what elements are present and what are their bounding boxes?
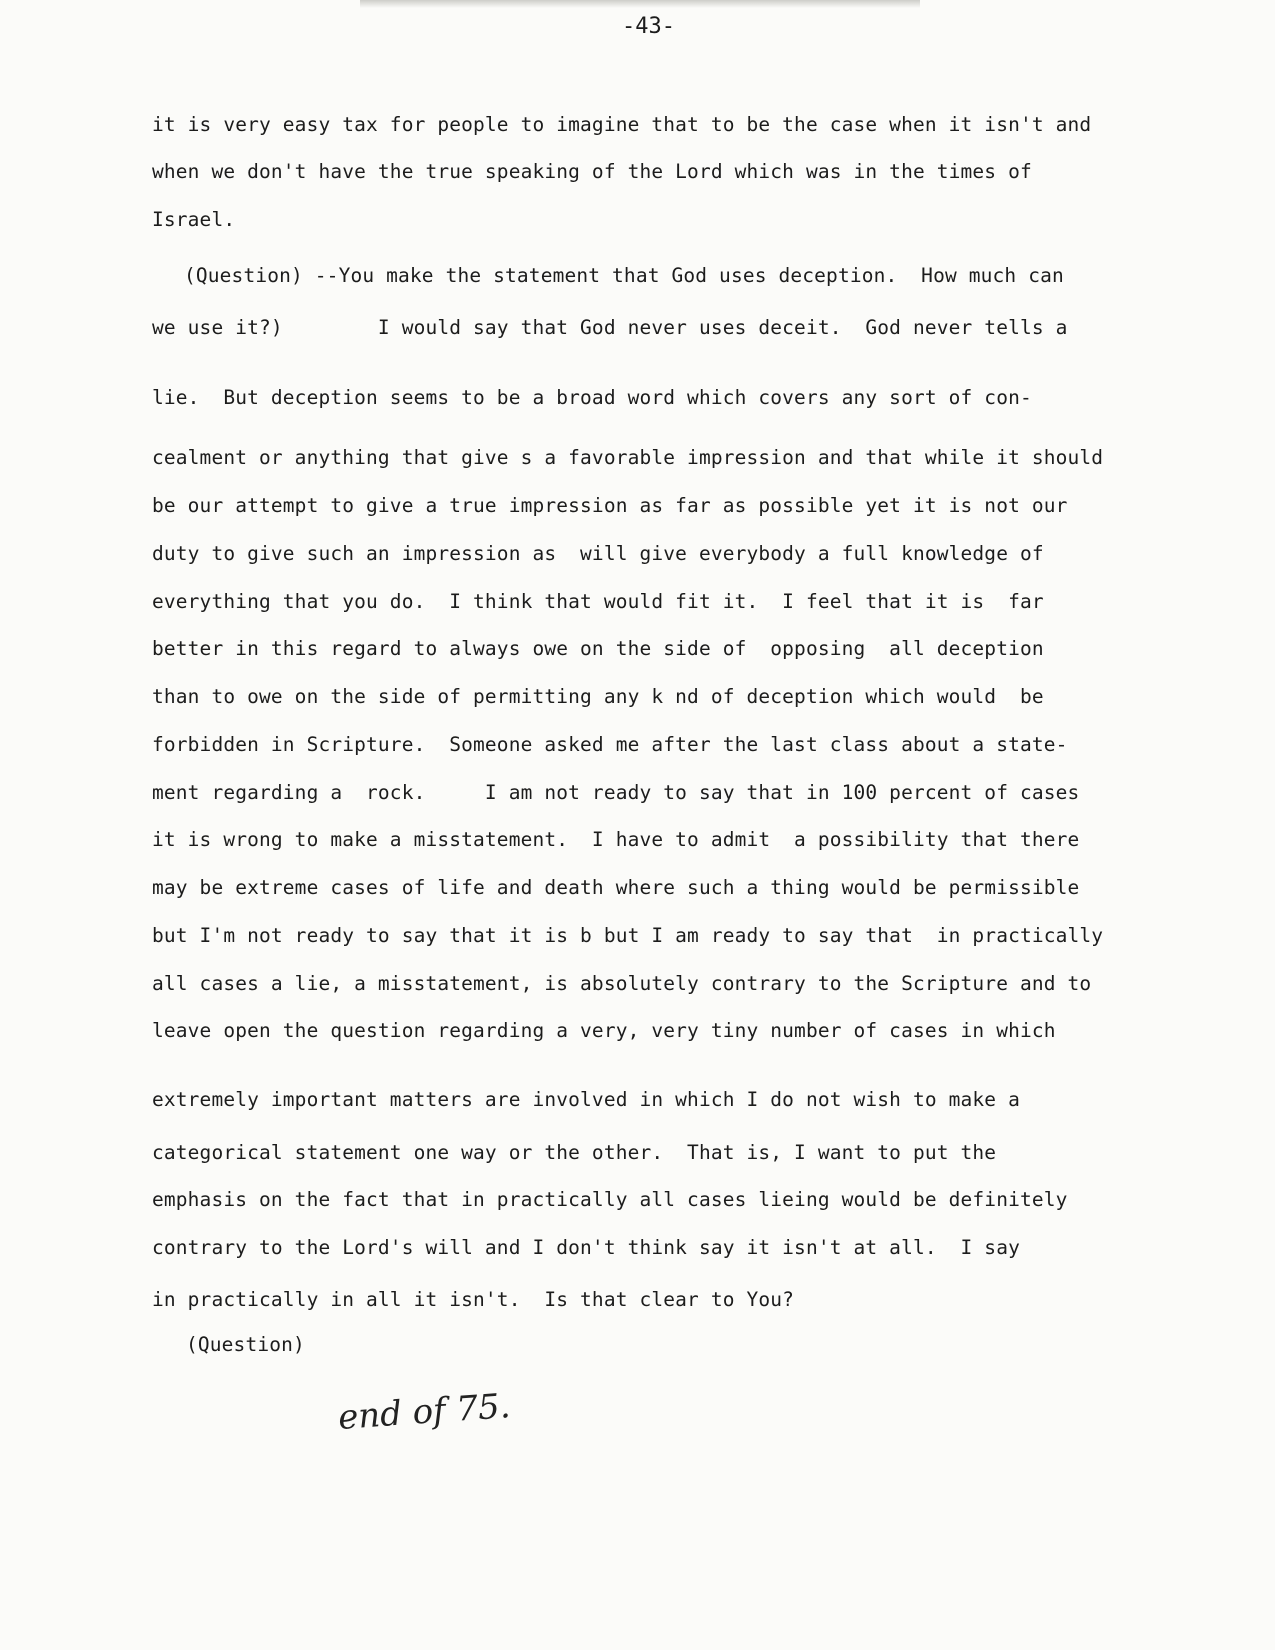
text-line-18: all cases a lie, a misstatement, is absolutely contrary to the Scripture and to	[152, 972, 1092, 995]
text-line-19: leave open the question regarding a very, very tiny number of cases in which	[152, 1019, 1056, 1042]
text-line-24: in practically in all it isn't. Is that clear to You?	[152, 1288, 795, 1311]
text-line-17: but I'm not ready to say that it is b but I am ready to say that in practically	[152, 924, 1104, 947]
text-line-14: ment regarding a rock. I am not ready to say that in 100 percent of cases	[152, 781, 1080, 804]
text-line-1: it is very easy tax for people to imagine that to be the case when it isn't and	[152, 113, 1092, 136]
text-line-9: duty to give such an impression as will give everybody a full knowledge of	[152, 542, 1044, 565]
text-line-6: lie. But deception seems to be a broad word which covers any sort of con-	[152, 386, 1032, 409]
text-line-20: extremely important matters are involved in which I do not wish to make a	[152, 1088, 1020, 1111]
text-line-7: cealment or anything that give s a favorable impression and that while it should	[152, 446, 1104, 469]
text-line-21: categorical statement one way or the other. That is, I want to put the	[152, 1141, 997, 1164]
text-line-11: better in this regard to always owe on the side of opposing all deception	[152, 637, 1044, 660]
text-line-8: be our attempt to give a true impression as far as possible yet it is not our	[152, 494, 1068, 517]
text-line-3: Israel.	[152, 208, 236, 231]
text-line-10: everything that you do. I think that would fit it. I feel that it is far	[152, 590, 1044, 613]
text-line-2: when we don't have the true speaking of the Lord which was in the times of	[152, 160, 1032, 183]
scan-edge-shadow	[360, 0, 920, 8]
handwritten-note: end of 75.	[336, 1386, 512, 1438]
page-number: -43-	[622, 14, 675, 39]
text-line-13: forbidden in Scripture. Someone asked me after the last class about a state-	[152, 733, 1068, 756]
text-line-16: may be extreme cases of life and death where such a thing would be permissible	[152, 876, 1080, 899]
text-line-22: emphasis on the fact that in practically all cases lieing would be definitely	[152, 1188, 1068, 1211]
text-line-4: (Question) --You make the statement that God uses deception. How much can	[184, 264, 1064, 287]
text-line-25: (Question)	[186, 1333, 305, 1356]
text-line-23: contrary to the Lord's will and I don't think say it isn't at all. I say	[152, 1236, 1020, 1259]
text-line-15: it is wrong to make a misstatement. I have to admit a possibility that there	[152, 828, 1080, 851]
text-line-12: than to owe on the side of permitting any k nd of deception which would be	[152, 685, 1044, 708]
text-line-5: we use it?) I would say that God never uses deceit. God never tells a	[152, 316, 1068, 339]
